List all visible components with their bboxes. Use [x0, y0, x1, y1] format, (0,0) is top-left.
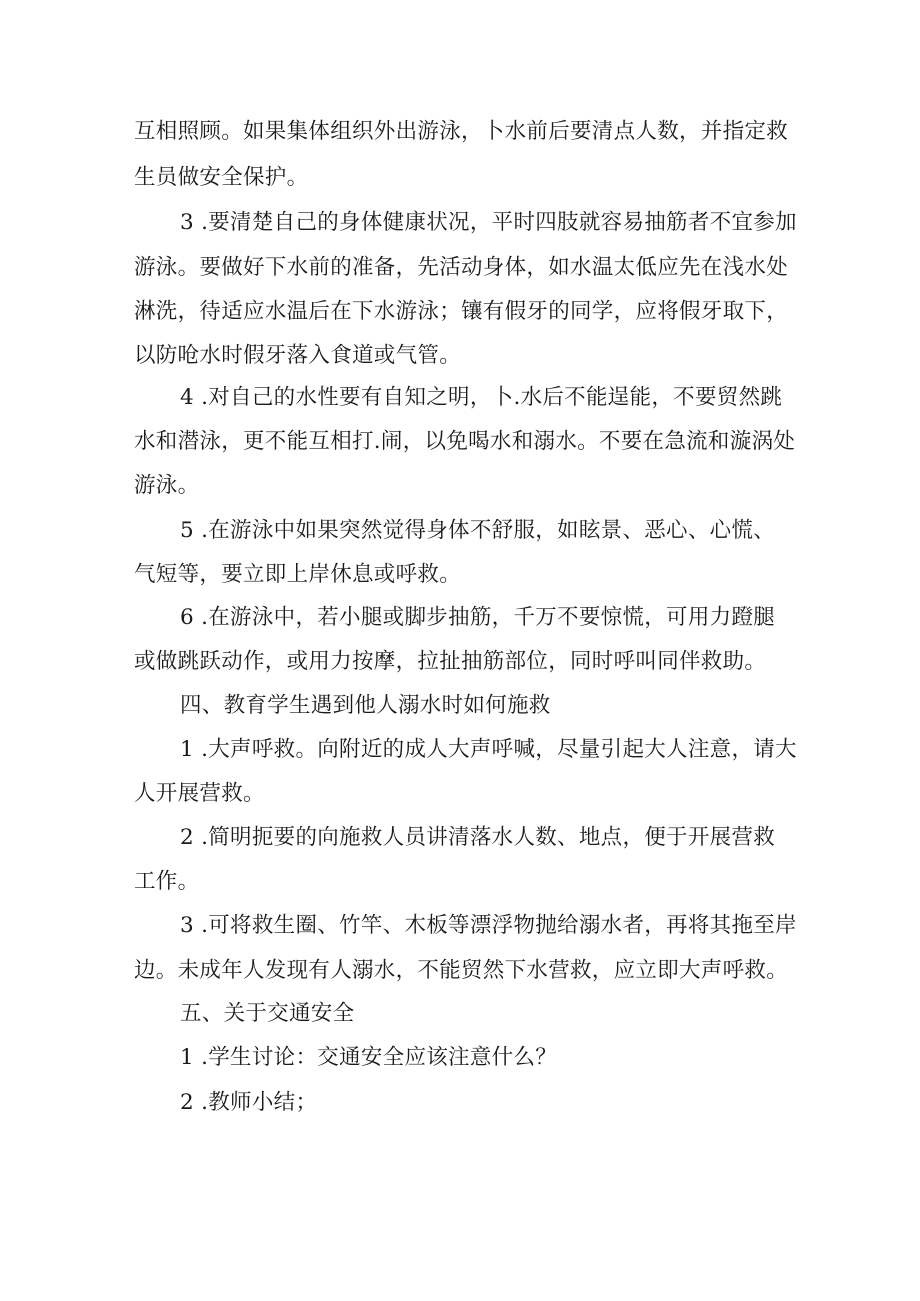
text-line: 边。未成年人发现有人溺水，不能贸然下水营救，应立即大声呼救。 — [134, 958, 789, 983]
text-line: 6 .在游泳中，若小腿或脚步抽筋，千万不要惊慌，可用力蹬腿 — [180, 605, 776, 630]
text-line: 生员做安全保护。 — [134, 165, 309, 190]
text-line: 3 .要清楚自己的身体健康状况，平时四肢就容易抽筋者不宜参加 — [180, 210, 797, 235]
text-line: 水和潜泳，更不能互相打.闹，以免喝水和溺水。不要在急流和漩涡处 — [134, 429, 796, 454]
text-line: 气短等，要立即上岸休息或呼救。 — [134, 562, 462, 587]
text-line: 以防呛水时假牙落入食道或气管。 — [134, 343, 462, 368]
section-heading: 四、教育学生遇到他人溺水时如何施救 — [180, 693, 551, 718]
text-line: 2 .简明扼要的向施救人员讲清落水人数、地点，便于开展营救 — [180, 825, 776, 850]
text-line: 游泳。 — [134, 473, 200, 498]
text-line: 1 .大声呼救。向附近的成人大声呼喊，尽量引起大人注意，请大 — [180, 737, 797, 762]
text-line: 互相照顾。如果集体组织外出游泳，卜水前后要清点人数，并指定救 — [134, 119, 789, 144]
text-line: 工作。 — [134, 869, 200, 894]
text-line: 3 .可将救生圈、竹竿、木板等漂浮物抛给溺水者，再将其拖至岸 — [180, 913, 797, 938]
section-heading: 五、关于交通安全 — [180, 1001, 355, 1026]
text-line: 5 .在游泳中如果突然觉得身体不舒服，如眩景、恶心、心慌、 — [180, 518, 776, 543]
text-line: 游泳。要做好下水前的准备，先活动身体，如水温太低应先在浅水处 — [134, 255, 789, 280]
text-line: 或做跳跃动作，或用力按摩，拉扯抽筋部位，同时呼叫同伴救助。 — [134, 649, 767, 674]
text-line: 1 .学生讨论：交通安全应该注意什么？ — [180, 1045, 558, 1070]
text-line: 人开展营救。 — [134, 781, 265, 806]
text-line: 4 .对自己的水性要有自知之明，卜.水后不能逞能，不要贸然跳 — [180, 385, 783, 410]
text-line: 2 .教师小结； — [180, 1090, 318, 1115]
text-line: 淋洗，待适应水温后在下水游泳；镶有假牙的同学，应将假牙取下， — [134, 299, 789, 324]
